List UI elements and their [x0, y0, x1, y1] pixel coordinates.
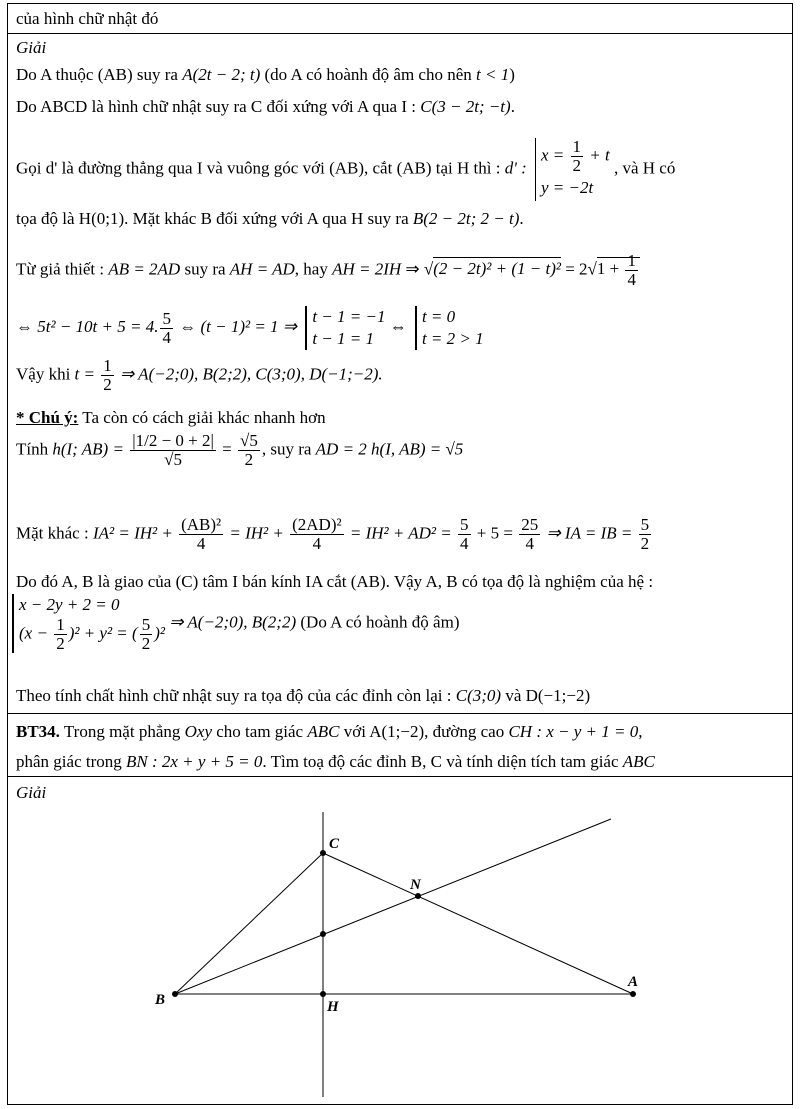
line-4: tọa độ là H(0;1). Mặt khác B đối xứng với A qua H suy ra B(2 − 2t; 2 − t).	[16, 209, 524, 228]
bisector-bn-line	[175, 819, 611, 994]
solution-label: Giải	[16, 38, 47, 57]
header-box	[7, 3, 793, 34]
line-3: Gọi d' là đường thẳng qua I và vuông góc với (AB), cắt (AB) tại H thì : d' : x = $\frac{1}{2}$ + t y = −2t , và H có	[16, 138, 675, 201]
header-text: của hình chữ nhật đó	[16, 9, 159, 28]
line-12: Theo tính chất hình chữ nhật suy ra tọa độ của các đỉnh còn lại : C(3;0) và D(−1;−2)	[16, 686, 591, 705]
label-c: C	[329, 836, 340, 852]
line-10: Do đó A, B là giao của (C) tâm I bán kính IA cắt (AB). Vậy A, B có tọa độ là nghiệm của hệ :	[16, 572, 654, 591]
line-5: Từ giả thiết : AB = 2AD suy ra AH = AD, hay AH = 2IH ⇒ √(2 − 2t)² + (1 − t)² = 2√1 + $\frac{1}{4}$	[16, 252, 640, 289]
line-1: Do A thuộc (AB) suy ra A(2t − 2; t) (do A có hoành độ âm cho nên t < 1)	[16, 65, 515, 84]
note-line: * Chú ý: Ta còn có cách giải khác nhanh hơn	[16, 408, 326, 427]
problem-box	[7, 713, 793, 777]
point-b	[172, 991, 178, 997]
label-a: A	[628, 974, 639, 990]
point-i	[320, 931, 326, 937]
label-h: H	[327, 999, 339, 1015]
solution-box-1	[7, 33, 793, 714]
point-c	[320, 850, 326, 856]
figure-box	[7, 776, 793, 1105]
problem-line-1: BT34. Trong mặt phẳng Oxy cho tam giác ABC với A(1;−2), đường cao CH : x − y + 1 = 0,	[16, 722, 643, 741]
line-6: ⇔ 5t² − 10t + 5 = 4. $\frac{5}{4}$ ⇔ (t − 1)² = 1 ⇒ t − 1 = −1 t − 1 = 1 ⇔ t = 0 t = 2 > 1	[16, 307, 484, 348]
label-n: N	[410, 877, 421, 893]
point-n	[415, 893, 421, 899]
line-11: x − 2y + 2 = 0 (x − $\frac{1}{2}$ )² + y² = ( $\frac{5}{2}$ )² ⇒ A(−2;0), B(2;2) (Do A có hoành độ âm)	[12, 594, 459, 653]
geometry-figure	[8, 777, 792, 1104]
side-ca	[323, 853, 633, 994]
point-h	[320, 991, 326, 997]
line-8: Tính h(I; AB) = $\frac{|1/2 - 0 + 2|}{√5}$ = $\frac{√5}{2}$ , suy ra AD = 2 h(I, AB) = √5	[16, 431, 464, 469]
line-7: Vậy khi t = $\frac{1}{2}$ ⇒ A(−2;0), B(2;2), C(3;0), D(−1;−2).	[16, 356, 383, 394]
line-2: Do ABCD là hình chữ nhật suy ra C đối xứng với A qua I : C(3 − 2t; −t).	[16, 97, 515, 116]
problem-line-2: phân giác trong BN : 2x + y + 5 = 0. Tìm toạ độ các đỉnh B, C và tính diện tích tam giác ABC	[16, 752, 655, 771]
document-page	[7, 3, 793, 1105]
label-b: B	[155, 992, 166, 1008]
point-a	[630, 991, 636, 997]
side-bc	[175, 853, 323, 994]
line-9: Mặt khác : IA² = IH² + $\frac{\text{(AB)²}}{4}$ = IH² + $\frac{\text{(2AD)²}}{4}$ = IH² + AD² = $\frac{5}{4}$ + 5 = $\frac{25}{4}$ ⇒ IA = IB = $\frac{5}{2}$	[16, 515, 650, 553]
solution-label-2: Giải	[16, 783, 47, 802]
system-d-prime: x = $\frac{1}{2}$ + t y = −2t	[535, 138, 610, 201]
